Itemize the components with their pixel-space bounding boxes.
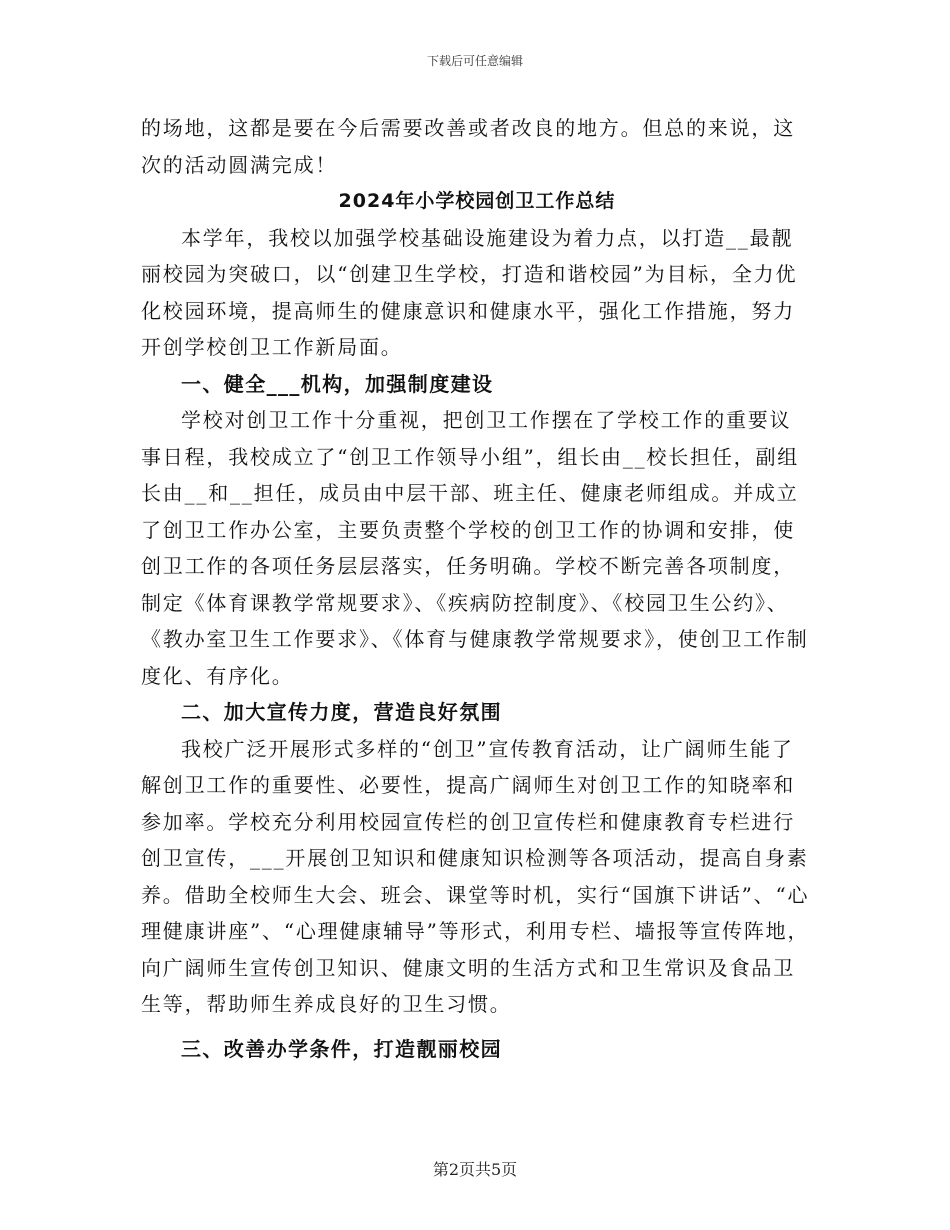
section-heading-1: 一、健全___机构，加强制度建设 [181, 371, 494, 396]
paragraph-intro: 本学年，我校以加强学校基础设施建设为着力点，以打造__最靓丽校园为突破口，以“创建卫生学校，打造和谐校园”为目标，全力优化校园环境，提高师生的健康意识和健康水平，强化工作措施，努力开创学校创卫工作新局面。 [141, 225, 798, 359]
intro-continuation: 的场地，这都是要在今后需要改善或者改良的地方。但总的来说，这次的活动圆满完成！ [141, 116, 795, 177]
document-body [141, 110, 813, 1067]
document-title: 2024年小学校园创卫工作总结 [338, 190, 616, 212]
paragraph-section-1: 学校对创卫工作十分重视，把创卫工作摆在了学校工作的重要议事日程，我校成立了“创卫工作领导小组”，组长由__校长担任，副组长由__和__担任，成员由中层干部、班主任、健康老师组成。并成立了创卫工作办公室，主要负责整个学校的创卫工作的协调和安排，使创卫工作的各项任务层层落实，任务明确。学校不断完善各项制度，制定《体育课教学常规要求》、《疾病防控制度》、《校园卫生公约》、《教办室卫生工作要求》、《体育与健康教学常规要求》，使创卫工作制度化、有序化。 [141, 408, 809, 688]
section-heading-2: 二、加大宣传力度，营造良好氛围 [181, 700, 502, 724]
page-footer: 第2页共5页 [432, 1160, 518, 1179]
paragraph-section-2: 我校广泛开展形式多样的“创卫”宣传教育活动，让广阔师生能了解创卫工作的重要性、必要性，提高广阔师生对创卫工作的知晓率和参加率。学校充分利用校园宣传栏的创卫宣传栏和健康教育专栏进行创卫宣传，___开展创卫知识和健康知识检测等各项活动，提高自身素养。借助全校师生大会、班会、课堂等时机，实行“国旗下讲话”、“心理健康讲座”、“心理健康辅导”等形式，利用专栏、墙报等宣传阵地，向广阔师生宣传创卫知识、健康文明的生活方式和卫生常识及食品卫生等，帮助师生养成良好的卫生习惯。 [141, 736, 810, 1016]
page-header: 下载后可任意编辑 [426, 54, 523, 68]
section-heading-3: 三、改善办学条件，打造靓丽校园 [181, 1036, 502, 1061]
